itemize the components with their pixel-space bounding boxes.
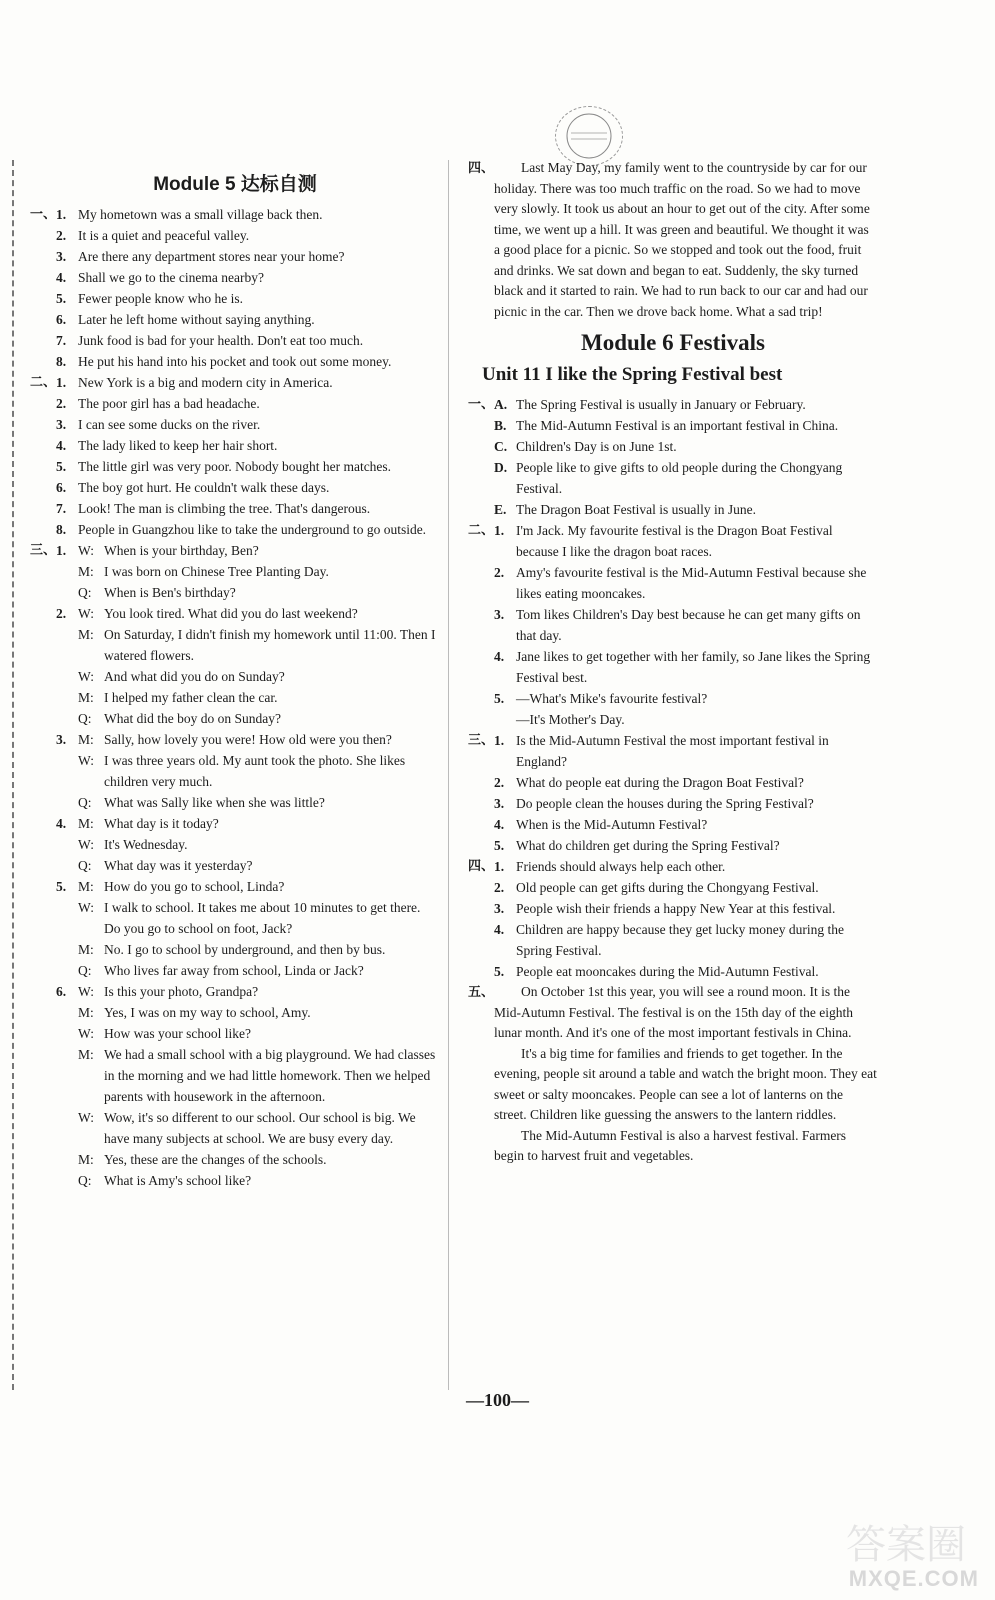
item-number: 4. (56, 438, 67, 453)
dialog-number (56, 855, 78, 876)
answer-text: The poor girl has a bad headache. (78, 396, 260, 411)
dialog-text: On Saturday, I didn't finish my homework until 11:00. Then I watered flowers. (104, 627, 436, 663)
dialog-text: I helped my father clean the car. (104, 690, 278, 705)
dialog-line (30, 582, 440, 603)
answer-row (468, 499, 878, 520)
section-label: 三、 (468, 733, 495, 748)
answer-text: The little girl was very poor. Nobody bought her matches. (78, 459, 392, 474)
dialog-number (56, 1044, 78, 1107)
dialog-line (30, 540, 440, 561)
dialog-text: When is Ben's birthday? (104, 585, 236, 600)
item-number: 5. (56, 291, 67, 306)
item-number: 7. (56, 333, 67, 348)
item-number: 2. (494, 565, 505, 580)
speaker-label: M: (78, 816, 94, 831)
dialog-number (56, 834, 78, 855)
dialog-text: Wow, it's so different to our school. Our school is big. We have many subjects at school. We are busy every day. (104, 1110, 416, 1146)
dialog-text: You look tired. What did you do last weekend? (104, 606, 358, 621)
item-number: E. (494, 502, 507, 517)
answer-row (468, 919, 878, 961)
answer-row (468, 856, 878, 877)
answer-text: Amy's favourite festival is the Mid-Autumn Festival because she likes eating mooncakes. (516, 565, 867, 601)
dialog-text: When is your birthday, Ben? (104, 543, 259, 558)
answer-row (468, 793, 878, 814)
section-label: 三、 (30, 543, 57, 558)
speaker-label: M: (78, 879, 94, 894)
item-number: 3. (494, 796, 505, 811)
dialog-text: And what did you do on Sunday? (104, 669, 285, 684)
answer-row (30, 330, 440, 351)
answer-row (30, 456, 440, 477)
dialog-line (30, 813, 440, 834)
watermark-url: MXQE.COM (848, 1566, 979, 1591)
speaker-label: Q: (78, 963, 92, 978)
answer-text: I can see some ducks on the river. (78, 417, 261, 432)
dialog-text: What was Sally like when she was little? (104, 795, 325, 810)
speaker-label: W: (78, 900, 94, 915)
answer-row (468, 709, 878, 730)
item-number: 3. (56, 417, 67, 432)
answer-row (468, 394, 878, 415)
dialog-text: I was three years old. My aunt took the photo. She likes children very much. (104, 753, 406, 789)
dialog-number: 5. (56, 879, 67, 894)
dialog-text: Yes, I was on my way to school, Amy. (104, 1005, 311, 1020)
item-number (494, 709, 516, 730)
dialog-line (30, 603, 440, 624)
speaker-label: Q: (78, 711, 92, 726)
answer-row (468, 898, 878, 919)
answer-row (468, 562, 878, 604)
answer-text: The Dragon Boat Festival is usually in June. (516, 502, 756, 517)
answer-text: People like to give gifts to old people during the Chongyang Festival. (516, 460, 843, 496)
answer-row (30, 225, 440, 246)
speaker-label: W: (78, 543, 94, 558)
dialog-number (56, 1149, 78, 1170)
answer-text: He put his hand into his pocket and took out some money. (78, 354, 392, 369)
item-number: 4. (494, 922, 505, 937)
left-column (30, 165, 440, 1191)
answer-text: Jane likes to get together with her family, so Jane likes the Spring Festival best. (516, 649, 871, 685)
answer-row (468, 688, 878, 709)
answer-row (468, 772, 878, 793)
dialog-line (30, 876, 440, 897)
answer-row (468, 436, 878, 457)
dialog-text: Is this your photo, Grandpa? (104, 984, 259, 999)
dialog-line (30, 834, 440, 855)
answer-row (30, 372, 440, 393)
passage-text: Last May Day, my family went to the countryside by car for our holiday. There was too much traffic on the road. So we had to move very slowly. It took us about an hour to get out of the city. After some time, we went up a hill. It was green and beautiful. We thought it was a good place for a picnic. So we stopped and took out the food, fruit and drinks. We sat down and began to eat. Suddenly, the sky turned black and it started to rain. We had to run back to our car and had our picnic in the car. Then we drove back home. What a sad trip! (494, 160, 870, 319)
answer-row (468, 835, 878, 856)
dialog-text: We had a small school with a big playground. We had classes in the morning and we had little homework. Then we helped parents with housework in the afternoon. (104, 1047, 436, 1104)
answer-text: I'm Jack. My favourite festival is the Dragon Boat Festival because I like the dragon boat races. (516, 523, 833, 559)
answer-text: The Spring Festival is usually in January or February. (516, 397, 806, 412)
dialog-line (30, 1107, 440, 1149)
answer-text: The lady liked to keep her hair short. (78, 438, 278, 453)
answer-text: Are there any department stores near your home? (78, 249, 345, 264)
item-number: 5. (494, 691, 505, 706)
item-number: 2. (494, 775, 505, 790)
page-number: —100— (466, 1390, 529, 1410)
svg-text:答案圈: 答案圈 (846, 1522, 966, 1568)
item-number: 5. (56, 459, 67, 474)
passage-paragraph: It's a big time for families and friends to get together. In the evening, people sit around a table and watch the bright moon. They eat sweet or salty mooncakes. People can see a lot of lanterns on the street. Children like guessing the answers to the lantern riddles. (494, 1045, 877, 1122)
dialog-number: 6. (56, 984, 67, 999)
item-number: A. (494, 397, 508, 412)
answer-text: The boy got hurt. He couldn't walk these days. (78, 480, 330, 495)
answer-text: Children's Day is on June 1st. (516, 439, 677, 454)
speaker-label: Q: (78, 1173, 92, 1188)
dialog-text: How was your school like? (104, 1026, 251, 1041)
answer-row (468, 646, 878, 688)
dialog-text: I walk to school. It takes me about 10 minutes to get there. Do you go to school on foot, Jack? (104, 900, 421, 936)
passage-row (468, 982, 878, 1044)
answer-row (30, 519, 440, 540)
dialog-line (30, 960, 440, 981)
binding-dashed-line (12, 160, 14, 1390)
answer-text: New York is a big and modern city in America. (78, 375, 333, 390)
speaker-label: W: (78, 606, 94, 621)
dialog-number (56, 897, 78, 939)
answer-text: My hometown was a small village back then. (78, 207, 323, 222)
item-number: 1. (56, 207, 67, 222)
item-number: 2. (56, 228, 67, 243)
item-number: 1. (494, 733, 505, 748)
answer-text: What do children get during the Spring Festival? (516, 838, 780, 853)
unit-section-1 (468, 394, 878, 520)
item-number: 2. (494, 880, 505, 895)
section-label: 一、 (30, 207, 57, 222)
answer-text: —It's Mother's Day. (516, 712, 625, 727)
answer-row (468, 877, 878, 898)
dialog-line (30, 666, 440, 687)
dialog-line (30, 624, 440, 666)
section-label: 五、 (468, 985, 495, 1000)
section-label: 四、 (468, 161, 495, 176)
dialog-number (56, 792, 78, 813)
item-number: 4. (56, 270, 67, 285)
dialog-number (56, 666, 78, 687)
dialog-number: 3. (56, 732, 67, 747)
answer-row (468, 415, 878, 436)
dialog-text: I was born on Chinese Tree Planting Day. (104, 564, 329, 579)
answer-text: People wish their friends a happy New Year at this festival. (516, 901, 836, 916)
answer-row (30, 393, 440, 414)
speaker-label: W: (78, 669, 94, 684)
unit-section-3 (468, 730, 878, 856)
dialog-text: What is Amy's school like? (104, 1173, 252, 1188)
speaker-label: M: (78, 564, 94, 579)
answer-row (468, 814, 878, 835)
answer-text: Tom likes Children's Day best because he can get many gifts on that day. (516, 607, 861, 643)
passage-paragraph: On October 1st this year, you will see a round moon. It is the Mid-Autumn Festival. The festival is on the 15th day of the eighth lunar month. And it's one of the most important festivals in China. (494, 984, 853, 1040)
module5-title: Module 5 达标自测 (153, 174, 317, 195)
speaker-label: W: (78, 1026, 94, 1041)
answer-text: What do people eat during the Dragon Boat Festival? (516, 775, 804, 790)
answer-text: Junk food is bad for your health. Don't eat too much. (78, 333, 364, 348)
section-3-dialogs (30, 540, 440, 1191)
item-number: 1. (56, 375, 67, 390)
item-number: D. (494, 460, 508, 475)
item-number: B. (494, 418, 507, 433)
dialog-line (30, 1170, 440, 1191)
item-number: 3. (56, 249, 67, 264)
item-number: 1. (494, 523, 505, 538)
dialog-line (30, 939, 440, 960)
dialog-text: Yes, these are the changes of the schools. (104, 1152, 327, 1167)
dialog-line (30, 981, 440, 1002)
item-number: 8. (56, 522, 67, 537)
item-number: 7. (56, 501, 67, 516)
item-number: C. (494, 439, 508, 454)
dialog-number (56, 939, 78, 960)
answer-text: Old people can get gifts during the Chongyang Festival. (516, 880, 819, 895)
dialog-line (30, 855, 440, 876)
answer-row (30, 477, 440, 498)
answer-text: Fewer people know who he is. (78, 291, 243, 306)
dialog-text: What day is it today? (104, 816, 219, 831)
item-number: 1. (494, 859, 505, 874)
answer-row (468, 604, 878, 646)
dialog-line (30, 1149, 440, 1170)
speaker-label: M: (78, 732, 94, 747)
dialog-number (56, 708, 78, 729)
answer-text: People eat mooncakes during the Mid-Autumn Festival. (516, 964, 819, 979)
dialog-number (56, 1170, 78, 1191)
dialog-line (30, 708, 440, 729)
answer-row (468, 457, 878, 499)
speaker-label: W: (78, 984, 94, 999)
answer-row (30, 204, 440, 225)
speaker-label: M: (78, 627, 94, 642)
item-number: 3. (494, 901, 505, 916)
dialog-number (56, 687, 78, 708)
answer-row (30, 267, 440, 288)
answer-text: Friends should always help each other. (516, 859, 726, 874)
answer-text: Children are happy because they get lucky money during the Spring Festival. (516, 922, 845, 958)
answer-text: It is a quiet and peaceful valley. (78, 228, 250, 243)
dialog-number (56, 561, 78, 582)
dialog-text: What did the boy do on Sunday? (104, 711, 281, 726)
item-number: 5. (494, 838, 505, 853)
section-label: 一、 (468, 397, 495, 412)
item-number: 2. (56, 396, 67, 411)
dialog-line (30, 1023, 440, 1044)
dialog-line (30, 750, 440, 792)
answer-text: When is the Mid-Autumn Festival? (516, 817, 708, 832)
speaker-label: M: (78, 1047, 94, 1062)
unit11-title: Unit 11 I like the Spring Festival best (482, 364, 783, 385)
answer-text: Is the Mid-Autumn Festival the most important festival in England? (516, 733, 829, 769)
answer-row (30, 498, 440, 519)
speaker-label: M: (78, 1005, 94, 1020)
dialog-line (30, 687, 440, 708)
item-number: 5. (494, 964, 505, 979)
section-label: 四、 (468, 859, 495, 874)
dialog-line (30, 792, 440, 813)
answer-row (468, 730, 878, 772)
right-column (468, 158, 878, 1167)
answer-row (30, 246, 440, 267)
dialog-number (56, 582, 78, 603)
dialog-text: No. I go to school by underground, and then by bus. (104, 942, 386, 957)
item-number: 3. (494, 607, 505, 622)
answer-row (30, 414, 440, 435)
dialog-text: Sally, how lovely you were! How old were you then? (104, 732, 392, 747)
answer-text: Later he left home without saying anything. (78, 312, 315, 327)
dialog-number: 1. (56, 543, 67, 558)
answer-text: —What's Mike's favourite festival? (516, 691, 708, 706)
dialog-text: It's Wednesday. (104, 837, 188, 852)
speaker-label: Q: (78, 585, 92, 600)
section-2 (30, 372, 440, 540)
unit-section-2 (468, 520, 878, 730)
item-number: 6. (56, 312, 67, 327)
dialog-text: How do you go to school, Linda? (104, 879, 285, 894)
dialog-number: 2. (56, 606, 67, 621)
answer-row (30, 288, 440, 309)
section-1 (30, 204, 440, 372)
answer-row (30, 435, 440, 456)
item-number: 8. (56, 354, 67, 369)
dialog-line (30, 1002, 440, 1023)
dialog-text: Who lives far away from school, Linda or Jack? (104, 963, 364, 978)
speaker-label: W: (78, 1110, 94, 1125)
answer-row (468, 961, 878, 982)
item-number: 4. (494, 649, 505, 664)
answer-text: The Mid-Autumn Festival is an important festival in China. (516, 418, 839, 433)
answer-text: Look! The man is climbing the tree. That's dangerous. (78, 501, 371, 516)
answer-row (468, 520, 878, 562)
section-label: 二、 (30, 375, 57, 390)
dialog-number (56, 1023, 78, 1044)
speaker-label: Q: (78, 795, 92, 810)
answer-row (30, 351, 440, 372)
dialog-line (30, 561, 440, 582)
dialog-line (30, 897, 440, 939)
dialog-number (56, 1107, 78, 1149)
passage-paragraph: The Mid-Autumn Festival is also a harvest festival. Farmers begin to harvest fruit and vegetables. (494, 1127, 847, 1163)
section-4-passage (468, 158, 878, 322)
speaker-label: W: (78, 837, 94, 852)
dialog-number (56, 960, 78, 981)
speaker-label: M: (78, 942, 94, 957)
speaker-label: W: (78, 753, 94, 768)
answer-text: People in Guangzhou like to take the underground to go outside. (78, 522, 427, 537)
dialog-number (56, 624, 78, 666)
module6-title: Module 6 Festivals (581, 330, 765, 355)
speaker-label: M: (78, 690, 94, 705)
section-label: 二、 (468, 523, 495, 538)
dialog-number (56, 1002, 78, 1023)
unit-section-5 (468, 982, 878, 1167)
dialog-line (30, 729, 440, 750)
dialog-line (30, 1044, 440, 1107)
speaker-label: Q: (78, 858, 92, 873)
dialog-number: 4. (56, 816, 67, 831)
answer-text: Shall we go to the cinema nearby? (78, 270, 264, 285)
item-number: 4. (494, 817, 505, 832)
dialog-text: What day was it yesterday? (104, 858, 253, 873)
speaker-label: M: (78, 1152, 94, 1167)
item-number: 6. (56, 480, 67, 495)
column-divider (448, 160, 449, 1390)
answer-row (30, 309, 440, 330)
answer-text: Do people clean the houses during the Spring Festival? (516, 796, 814, 811)
unit-section-4 (468, 856, 878, 982)
dialog-number (56, 750, 78, 792)
stamp-seal (555, 106, 623, 166)
